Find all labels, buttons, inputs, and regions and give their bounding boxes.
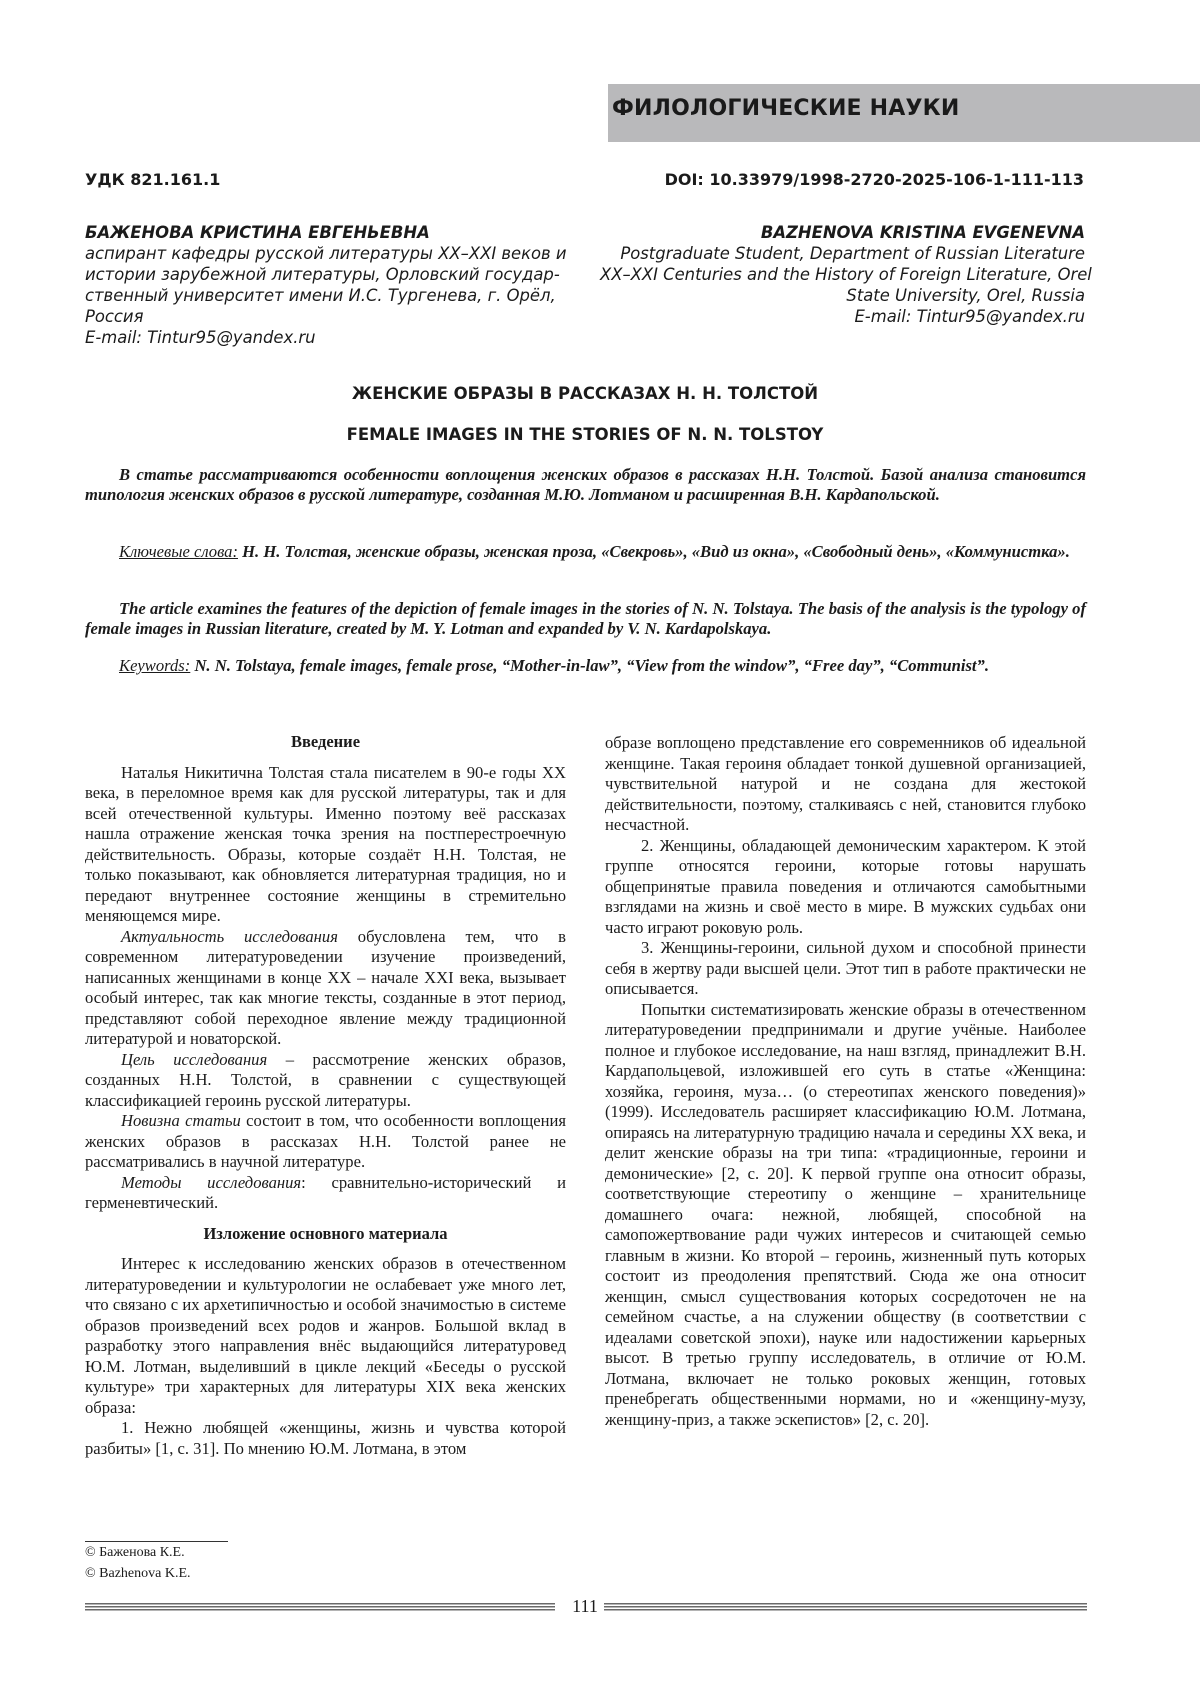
copyright-ru: © Баженова К.Е. bbox=[85, 1545, 185, 1560]
body-column-right bbox=[605, 733, 1086, 1430]
abstract-en: The article examines the features of the depiction of female images in the stories of N. N. Tolstaya. The basis of the analysis is the typology of female images in Russian literature, created by M. Y. Lotman and expanded by V. N. Kardapolskaya. bbox=[85, 599, 1086, 638]
paragraph-text: : сравнительно-исторический и герменевтический. bbox=[85, 1172, 566, 1212]
section-title: ФИЛОЛОГИЧЕСКИЕ НАУКИ bbox=[612, 96, 960, 121]
body-paragraph bbox=[85, 1173, 566, 1214]
keywords-ru bbox=[85, 542, 1086, 562]
doi: DOI: 10.33979/1998-2720-2025-106-1-111-113 bbox=[664, 170, 1084, 189]
author-affiliation-line: XX–XXI Centuries and the History of Foreign Literature, Orel bbox=[600, 265, 1092, 284]
body-paragraph bbox=[85, 1050, 566, 1112]
paragraph-text: – рассмотрение женских образов, созданных Н.Н. Толстой, в сравнении с существующей классификацией героинь русской литературы. bbox=[85, 1049, 566, 1110]
udk-code: УДК 821.161.1 bbox=[85, 170, 221, 189]
author-info-ru bbox=[85, 222, 570, 348]
keywords-list-en: N. N. Tolstaya, female images, female prose, “Mother-in-law”, “View from the window”, “Free day”, “Communist”. bbox=[194, 656, 989, 675]
author-name-ru: БАЖЕНОВА КРИСТИНА ЕВГЕНЬЕВНА bbox=[85, 223, 430, 242]
author-affiliation-line: истории зарубежной литературы, Орловский государ- bbox=[85, 265, 560, 284]
main-heading: Изложение основного материала bbox=[203, 1223, 448, 1243]
body-column-left bbox=[85, 732, 566, 1459]
paragraph-text: состоит в том, что особенности воплощения женских образов в рассказах Н.Н. Толстой ранее не рассматривались в научной литературе. bbox=[85, 1111, 566, 1171]
article-title-ru: ЖЕНСКИЕ ОБРАЗЫ В РАССКАЗАХ Н. Н. ТОЛСТОЙ bbox=[351, 384, 819, 403]
keywords-list-ru: Н. Н. Толстая, женские образы, женская проза, «Свекровь», «Вид из окна», «Свободный день», «Коммунистка». bbox=[242, 542, 1070, 561]
author-email-en: E-mail: Tintur95@yandex.ru bbox=[854, 307, 1085, 326]
term-label: Актуальность исследования bbox=[121, 926, 338, 946]
body-paragraph bbox=[85, 927, 566, 1050]
footer-rule-right bbox=[604, 1603, 1087, 1611]
body-paragraph: Интерес к исследованию женских образов в отечественном литературоведении и культурологии не ослабевает уже много лет, что связано с их архетипичностью и особой значимостью в системе образов произведений всех родов и жанров. Большой вклад в разработку этого направления внёс выдающийся литературовед Ю.М. Лотман, выделивший в цикле лекций «Беседы о русской культуре» три характерных для литературы XIX века женских образа: bbox=[85, 1254, 566, 1417]
copyright-en: © Bazhenova K.E. bbox=[85, 1566, 191, 1581]
footnote-divider bbox=[85, 1541, 228, 1542]
term-label: Методы исследования bbox=[121, 1172, 302, 1192]
author-affiliation-line: аспирант кафедры русской литературы XX–XXI веков и bbox=[85, 244, 567, 263]
body-paragraph: Попытки систематизировать женские образы в отечественном литературоведении предпринимали и другие учёные. Наиболее полное и глубокое исследование, на наш взгляд, принадлежит В.Н. Кардапольцевой, изложившей его суть в статье «Женщина: хозяйка, героиня, муза… (о стереотипах женского поведения)» (1999). Исследователь расширяет классификацию Ю.М. Лотмана, опираясь на литературную традицию начала и середины XX века, и делит женские образы на три типа: «традиционные, героини и демонические» [2, с. 20]. К первой группе она относит образы, соответствующие стереотипу о женщине – хранительнице домашнего очага: нежной, любящей, способной на самопожертвование ради чужих интересов и считающей семью главным в жизни. Ко второй – героинь, жизненный путь которых состоит из преодоления препятствий. Сюда же она относит женщин, смысл существования которых сосредоточен не на семейном счастье, а на служении обществу (в соответствии с идеалами советской эпохи), науке или надостижении карьерных высот. В третью группу исследователь, в отличие от Ю.М. Лотмана, включает не только роковых женщин, готовых пренебрегать общественными нормами, но и «женщину-музу, женщину-приз, а также эскепистов» [2, с. 20]. bbox=[605, 999, 1086, 1429]
keywords-en bbox=[85, 656, 1086, 676]
keywords-label-en: Keywords: bbox=[119, 656, 191, 675]
term-label: Цель исследования bbox=[121, 1049, 268, 1069]
keywords-label-ru: Ключевые слова: bbox=[119, 542, 238, 561]
article-title-en: FEMALE IMAGES IN THE STORIES OF N. N. TOLSTOY bbox=[346, 425, 824, 444]
author-email-ru: E-mail: Tintur95@yandex.ru bbox=[85, 328, 316, 347]
list-item: 3. Женщины-героини, сильной духом и способной принести себя в жертву ради высшей цели. Этот тип в работе практически не описывается. bbox=[605, 938, 1086, 998]
paragraph-text: обусловлена тем, что в современном литературоведении изучение произведений, написанных женщинами в конце XX – начале XXI века, вызывает особый интерес, так как многие тексты, созданные в этот период, представляют собой переходное явление между традиционной литературой и новаторской. bbox=[85, 926, 566, 1048]
intro-heading: Введение bbox=[290, 732, 361, 751]
abstract-ru: В статье рассматриваются особенности воплощения женских образов в рассказах Н.Н. Толстой. Базой анализа становится типология женских образов в русской литературе, созданная М.Ю. Лотманом и расширенная В.Н. Кардапольской. bbox=[85, 465, 1086, 504]
list-item: 2. Женщины, обладающей демоническим характером. К этой группе относятся героини, которые готовы нарушать общепринятые правила поведения и отличаются самобытными взглядами на жизнь и своё место в мире. В мужских судьбах они часто играют роковую роль. bbox=[605, 835, 1086, 937]
author-info-en bbox=[600, 222, 1092, 327]
body-paragraph bbox=[85, 1111, 566, 1173]
author-affiliation-line: Россия bbox=[85, 307, 144, 326]
author-affiliation-line: ственный университет имени И.С. Тургенева, г. Орёл, bbox=[85, 286, 556, 305]
author-affiliation-line: Postgraduate Student, Department of Russian Literature bbox=[620, 244, 1085, 263]
author-affiliation-line: State University, Orel, Russia bbox=[846, 286, 1085, 305]
body-paragraph: Наталья Никитична Толстая стала писателем в 90-е годы XX века, в переломное время как для русской литературы, так и для всей отечественной культуры. Именно поэтому веё рассказах нашла отражение женская точка зрения на постперестроечную действительность. Образы, которые создаёт Н.Н. Толстая, не только показывают, как обновляется литературная традиция, но и передают внутреннее состояние женщины в стремительно меняющемся мире. bbox=[85, 762, 566, 925]
author-name-en: BAZHENOVA KRISTINA EVGENEVNA bbox=[760, 223, 1085, 242]
body-paragraph: образе воплощено представление его современников об идеальной женщине. Такая героиня обладает тонкой душевной организацией, чувствительной натурой и не создана для жестокой действительности, поэтому, сталкиваясь с ней, становится глубоко несчастной. bbox=[605, 733, 1086, 834]
page-number: 111 bbox=[572, 1596, 598, 1616]
term-label: Новизна статьи bbox=[121, 1111, 241, 1130]
list-item: 1. Нежно любящей «женщины, жизнь и чувства которой разбиты» [1, с. 31]. По мнению Ю.М. Лотмана, в этом bbox=[85, 1418, 566, 1458]
